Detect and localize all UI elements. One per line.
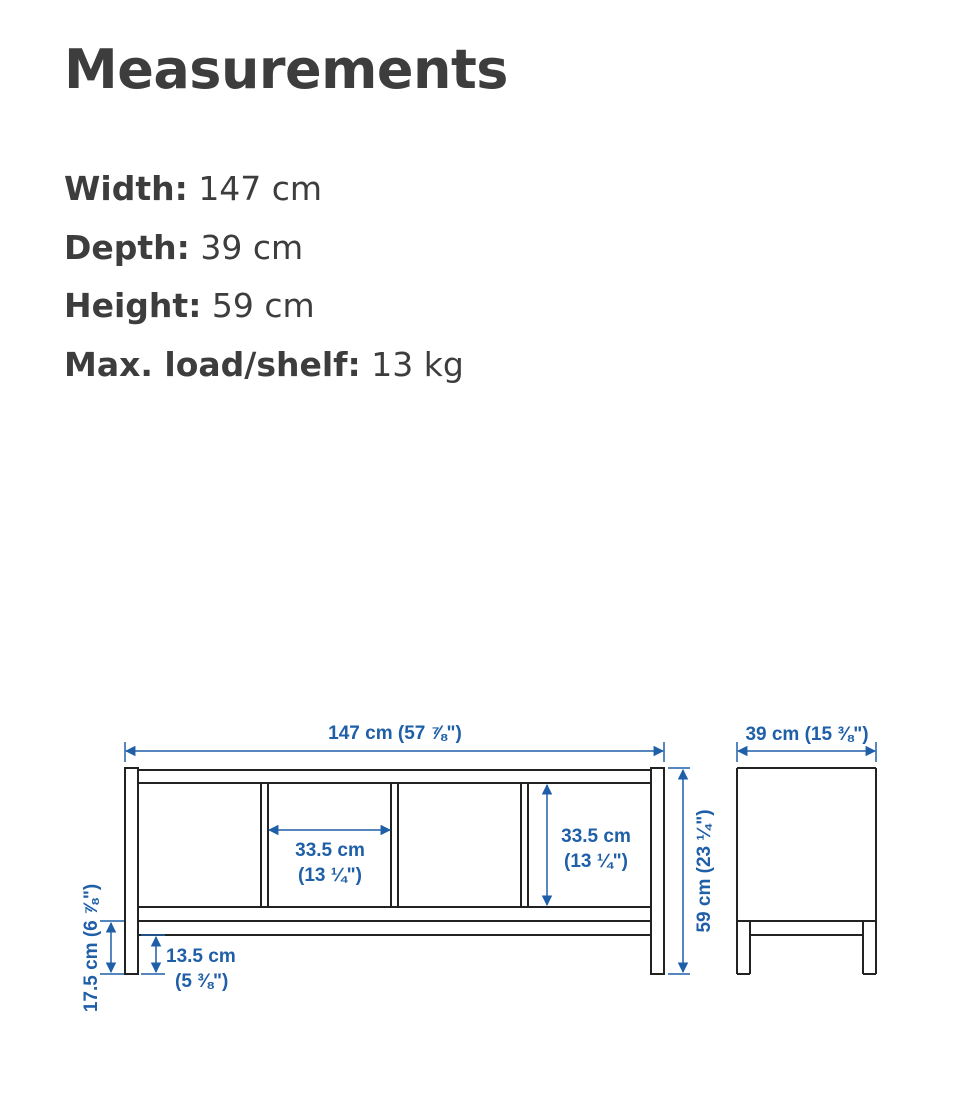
side-view <box>737 768 876 974</box>
leg-height-label: 17.5 cm (6 ⅞") <box>81 883 102 1013</box>
height-label: 59 cm (23 ¼") <box>694 809 715 933</box>
page-title: Measurements <box>64 38 508 101</box>
dimension-lines <box>100 742 876 974</box>
front-right-post <box>651 768 664 974</box>
divider-panel <box>261 783 268 907</box>
width-label: 147 cm (57 ⅞") <box>328 723 462 744</box>
spec-label: Depth: <box>64 227 190 267</box>
clearance-cm-label: 13.5 cm <box>166 946 236 967</box>
front-left-post <box>125 768 138 974</box>
divider-panel <box>391 783 398 907</box>
clearance-in-label: (5 ⅜") <box>175 971 229 992</box>
spec-label: Height: <box>64 286 202 325</box>
spec-value: 59 cm <box>211 286 315 325</box>
compartment-width-in-label: (13 ¼") <box>298 865 362 886</box>
compartment-width-cm-label: 33.5 cm <box>295 840 365 861</box>
compartment-height-in-label: (13 ¼") <box>564 851 628 872</box>
spec-value: 13 kg <box>371 344 464 384</box>
spec-label: Max. load/shelf: <box>64 344 361 384</box>
spec-value: 39 cm <box>200 227 304 267</box>
spec-label: Width: <box>64 169 188 208</box>
divider-panel <box>521 783 528 907</box>
compartment-height-cm-label: 33.5 cm <box>561 826 631 847</box>
spec-value: 147 cm <box>198 169 323 208</box>
depth-label: 39 cm (15 ⅜") <box>745 724 869 745</box>
